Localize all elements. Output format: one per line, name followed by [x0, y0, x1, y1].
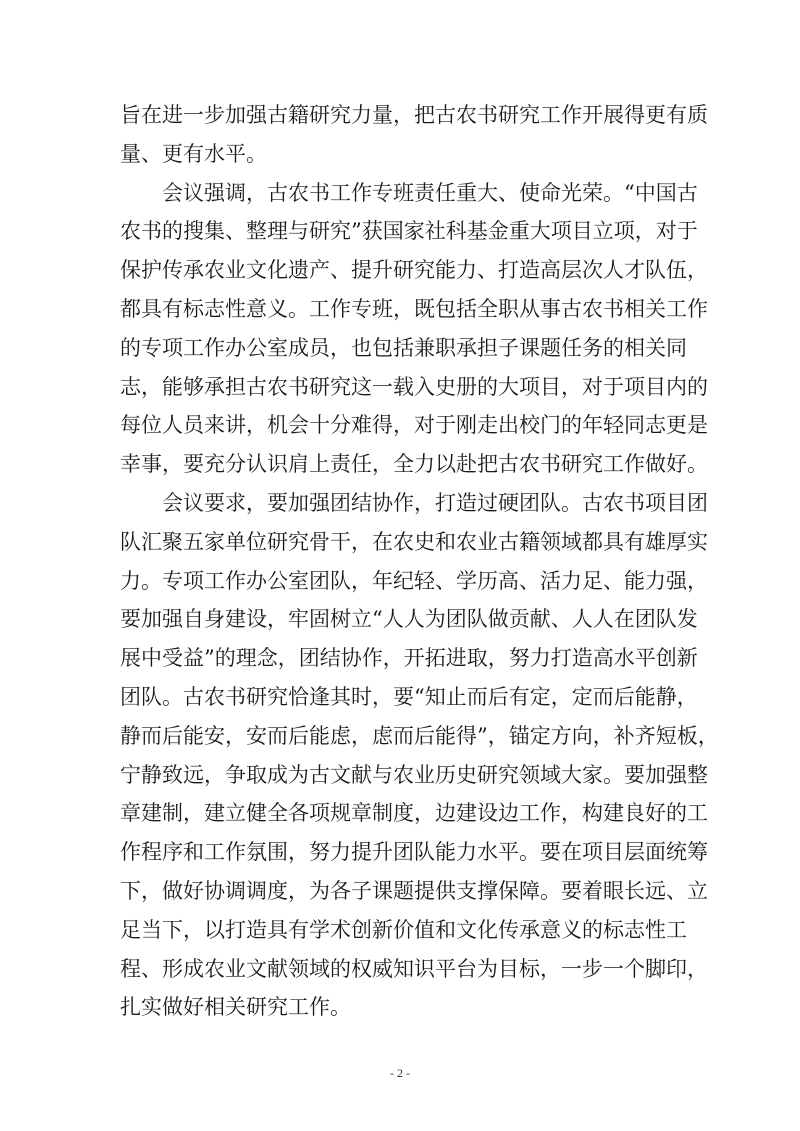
- text-line: 保护传承农业文化遗产、提升研究能力、打造高层次人才队伍，: [120, 258, 708, 283]
- text-line: 团队。古农书研究恰逢其时，要“知止而后有定，定而后能静，: [120, 684, 698, 709]
- text-line: 幸事，要充分认识肩上责任，全力以赴把古农书研究工作做好。: [120, 452, 708, 477]
- text-line: 农书的搜集、整理与研究”获国家社科基金重大项目立项，对于: [120, 219, 698, 244]
- page-number: - 2 -: [390, 1066, 410, 1080]
- document-body: [120, 96, 719, 1027]
- paragraph-start-line: 会议强调，古农书工作专班责任重大、使命光荣。“中国古: [162, 180, 698, 205]
- text-line: 程、形成农业文献领域的权威知识平台为目标，一步一个脚印，: [120, 956, 708, 981]
- text-line: 扎实做好相关研究工作。: [120, 995, 351, 1020]
- paragraph-start-line: 会议要求，要加强团结协作，打造过硬团队。古农书项目团: [162, 490, 708, 515]
- text-line: 要加强自身建设，牢固树立“人人为团队做贡献、人人在团队发: [120, 607, 698, 632]
- text-line: 量、更有水平。: [120, 141, 267, 166]
- text-line: 志，能够承担古农书研究这一载入史册的大项目，对于项目内的: [120, 374, 708, 399]
- text-line: 足当下，以打造具有学术创新价值和文化传承意义的标志性工: [120, 917, 687, 942]
- text-line: 力。专项工作办公室团队，年纪轻、学历高、活力足、能力强，: [120, 568, 708, 593]
- text-line: 都具有标志性意义。工作专班，既包括全职从事古农书相关工作: [120, 296, 708, 321]
- text-line: 每位人员来讲，机会十分难得，对于刚走出校门的年轻同志更是: [120, 413, 708, 438]
- text-line: 静而后能安，安而后能虑，虑而后能得”，锚定方向，补齐短板，: [120, 723, 719, 748]
- text-line: 旨在进一步加强古籍研究力量，把古农书研究工作开展得更有质: [120, 103, 708, 127]
- text-line: 的专项工作办公室成员，也包括兼职承担子课题任务的相关同: [120, 335, 687, 360]
- text-line: 作程序和工作氛围，努力提升团队能力水平。要在项目层面统筹: [120, 840, 708, 865]
- text-line: 下，做好协调调度，为各子课题提供支撑保障。要着眼长远、立: [120, 878, 708, 903]
- text-line: 展中受益”的理念，团结协作，开拓进取，努力打造高水平创新: [120, 646, 698, 671]
- text-line: 队汇聚五家单位研究骨干，在农史和农业古籍领域都具有雄厚实: [120, 529, 708, 554]
- text-line: 宁静致远，争取成为古文献与农业历史研究领域大家。要加强整: [120, 762, 708, 787]
- text-line: 章建制，建立健全各项规章制度，边建设边工作，构建良好的工: [120, 801, 708, 826]
